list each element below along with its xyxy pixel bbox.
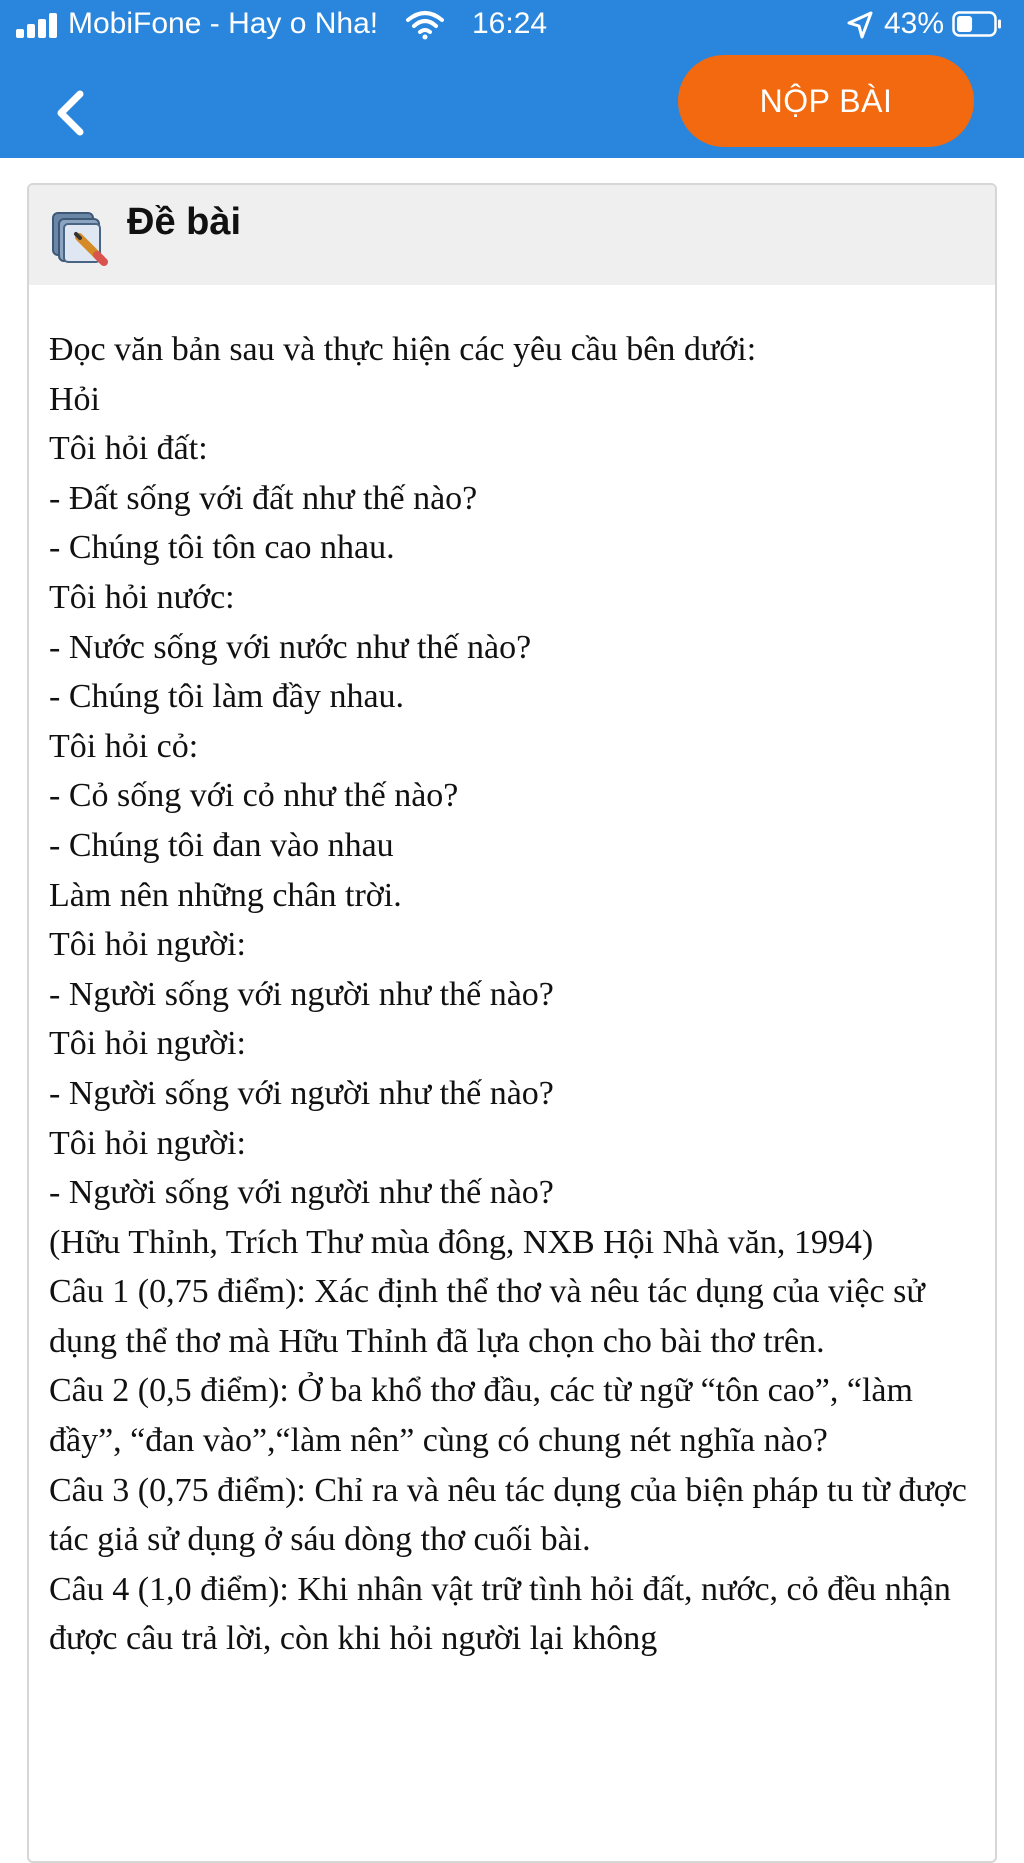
exercise-edit-icon [49,207,109,269]
text-line: Hỏi [49,380,100,418]
text-line: Tôi hỏi người: [49,926,246,964]
text-line: Tôi hỏi cỏ: [49,727,199,765]
carrier-name: MobiFone - Hay o Nha! [68,7,379,40]
question-1: Câu 1 (0,75 điểm): Xác định thể thơ và nêu tác dụng của việc sử dụng thể thơ mà Hữu Thỉnh đã lựa chọn cho bài thơ trên. [49,1273,925,1360]
question-2: Câu 2 (0,5 điểm): Ở ba khổ thơ đầu, các từ ngữ “tôn cao”, “làm đầy”, “đan vào”,“làm nên” cùng có chung nét nghĩa nào? [49,1372,913,1460]
text-line: - Nước sống với nước như thế nào? [49,628,532,666]
text-line: Đọc văn bản sau và thực hiện các yêu cầu bên dưới: [49,331,757,368]
exercise-card [27,183,997,1863]
wifi-icon [406,10,444,40]
text-line: - Người sống với người như thế nào? [49,975,554,1013]
question-3: Câu 3 (0,75 điểm): Chỉ ra và nêu tác dụng của biện pháp tu từ được tác giả sử dụng ở sáu dòng thơ cuối bài. [49,1471,967,1559]
text-line: Tôi hỏi người: [49,1124,246,1162]
card-header [29,185,995,285]
text-line: - Chúng tôi đan vào nhau [49,826,394,864]
text-line: - Đất sống với đất như thế nào? [49,479,478,517]
clock: 16:24 [472,7,548,40]
back-button[interactable] [40,78,100,148]
text-line: - Người sống với người như thế nào? [49,1174,554,1212]
text-line: Tôi hỏi người: [49,1025,246,1063]
top-bar [0,0,1024,158]
location-arrow-icon [846,10,874,40]
text-line: - Chúng tôi tôn cao nhau. [49,529,395,567]
battery-icon [952,11,1002,37]
battery-percent: 43% [884,7,945,40]
text-line: - Chúng tôi làm đầy nhau. [49,678,405,716]
text-line: Tôi hỏi nước: [49,578,235,616]
text-line: (Hữu Thỉnh, Trích Thư mùa đông, NXB Hội Nhà văn, 1994) [49,1223,874,1261]
exercise-content [49,325,979,1664]
text-line: Tôi hỏi đất: [49,430,208,468]
chevron-left-icon [55,90,85,136]
status-bar [0,0,1024,50]
text-line: - Người sống với người như thế nào? [49,1074,554,1112]
submit-button[interactable]: NỘP BÀI [678,55,974,147]
card-title: Đề bài [127,201,242,243]
text-line: - Cỏ sống với cỏ như thế nào? [49,777,459,815]
question-4: Câu 4 (1,0 điểm): Khi nhân vật trữ tình hỏi đất, nước, cỏ đều nhận được câu trả lời, còn khi hỏi người lại không [49,1570,951,1658]
signal-strength-icon [16,12,60,38]
text-line: Làm nên những chân trời. [49,876,402,914]
